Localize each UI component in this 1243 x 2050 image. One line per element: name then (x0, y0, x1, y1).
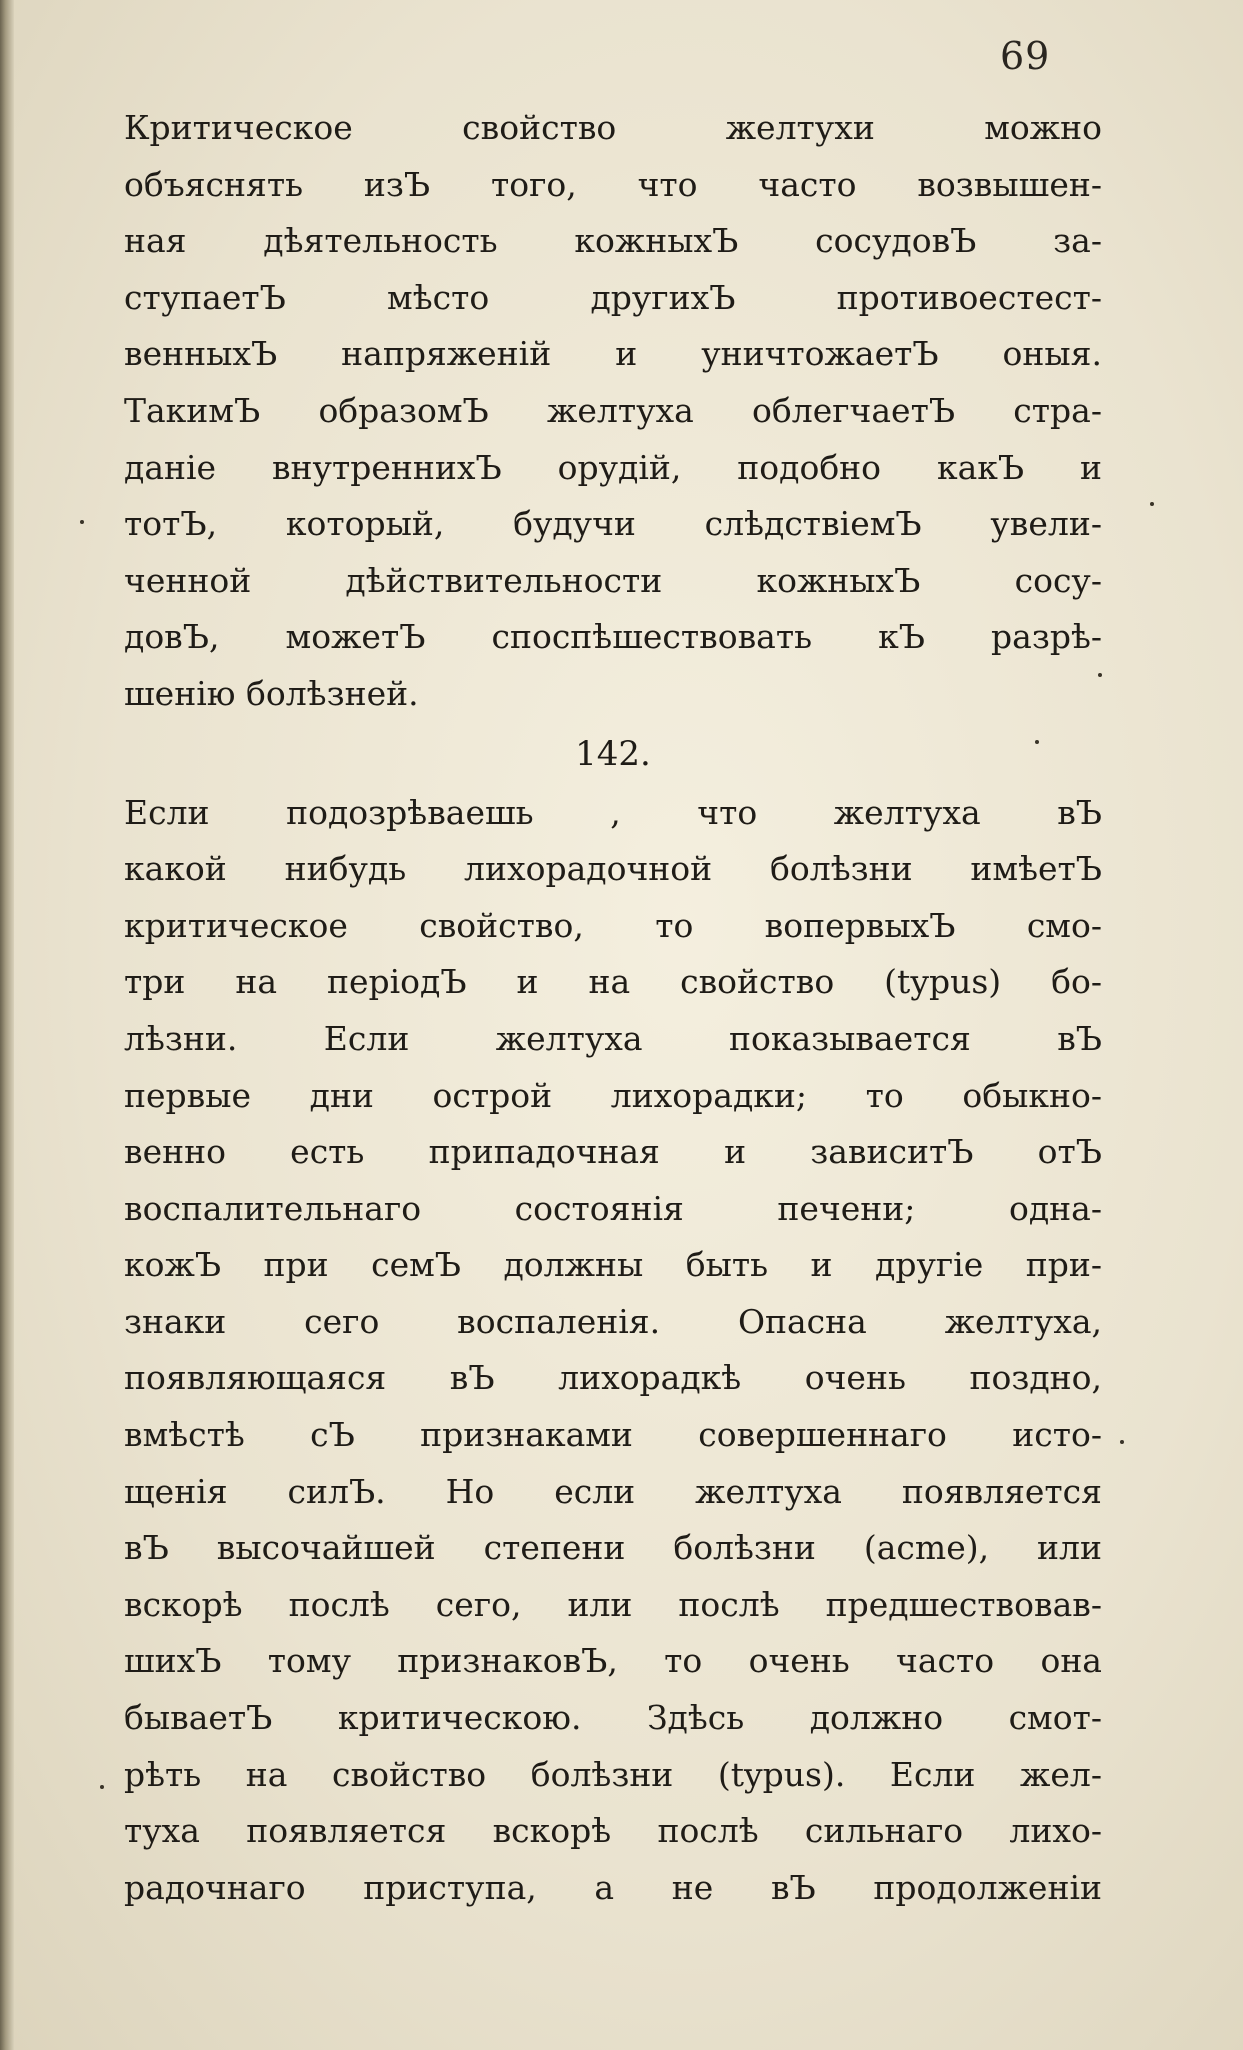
paper-speck (1035, 740, 1039, 744)
page-number: 69 (1000, 34, 1051, 78)
text-line: шихЪ тому признаковЪ, то очень часто она (124, 1641, 1102, 1681)
text-line: кожЪ при семЪ должны быть и другіе при- (124, 1245, 1102, 1285)
text-line: лѣзни. Если желтуха показывается вЪ (124, 1018, 1102, 1058)
text-line: венныхЪ напряженій и уничтожаетЪ оныя. (124, 334, 1102, 374)
text-line: радочнаго приступа, а не вЪ продолженіи (124, 1867, 1102, 1907)
text-line: тотЪ, который, будучи слѣдствіемЪ увели- (124, 504, 1102, 544)
text-line: вмѣстѣ сЪ признаками совершеннаго исто- (124, 1415, 1102, 1455)
paper-speck (80, 520, 84, 524)
paragraph-1 (124, 100, 1102, 723)
text-line: воспалительнаго состоянія печени; одна- (124, 1188, 1102, 1228)
page-text (124, 100, 1102, 1916)
text-line: щенія силЪ. Но если желтуха появляется (124, 1471, 1102, 1511)
text-line: довЪ, можетЪ споспѣшествовать кЪ разрѣ- (124, 617, 1102, 657)
text-line: даніе внутреннихЪ орудій, подобно какЪ и (124, 447, 1102, 487)
text-line: ная дѣятельность кожныхЪ сосудовЪ за- (124, 221, 1102, 261)
text-line: какой нибудь лихорадочной болѣзни имѣетЪ (124, 849, 1102, 889)
text-line: Если подозрѣваешь , что желтуха вЪ (124, 792, 1102, 832)
text-line: ченной дѣйствительности кожныхЪ сосу- (124, 560, 1102, 600)
text-line: венно есть припадочная и зависитЪ отЪ (124, 1132, 1102, 1172)
page-binding-edge (0, 0, 14, 2050)
text-line: рѣть на свойство болѣзни (typus). Если жел- (124, 1754, 1102, 1794)
text-line: ступаетЪ мѣсто другихЪ противоестест- (124, 277, 1102, 317)
paper-speck (1150, 502, 1154, 506)
text-line: критическое свойство, то вопервыхЪ смо- (124, 905, 1102, 945)
section-number: 142. (575, 733, 651, 774)
text-line: туха появляется вскорѣ послѣ сильнаго лихо- (124, 1811, 1102, 1851)
text-line: ТакимЪ образомЪ желтуха облегчаетЪ стра- (124, 390, 1102, 430)
text-line: появляющаяся вЪ лихорадкѣ очень поздно, (124, 1358, 1102, 1398)
text-line: объяснять изЪ того, что часто возвышен- (124, 164, 1102, 204)
paper-speck (1098, 673, 1102, 677)
paper-speck (1120, 1440, 1124, 1444)
text-line: вЪ высочайшей степени болѣзни (acme), или (124, 1528, 1102, 1568)
text-line: знаки сего воспаленія. Опасна желтуха, (124, 1301, 1102, 1341)
paragraph-2 (124, 785, 1102, 1917)
text-line: бываетЪ критическою. Здѣсь должно смот- (124, 1698, 1102, 1738)
paper-speck (100, 1785, 104, 1789)
text-line: Критическое свойство желтухи можно (124, 108, 1102, 147)
text-line: шенію болѣзней. (124, 673, 419, 713)
text-line: вскорѣ послѣ сего, или послѣ предшествовав- (124, 1584, 1102, 1624)
text-line: первые дни острой лихорадки; то обыкно- (124, 1075, 1102, 1115)
text-line: три на періодЪ и на свойство (typus) бо- (124, 962, 1102, 1002)
